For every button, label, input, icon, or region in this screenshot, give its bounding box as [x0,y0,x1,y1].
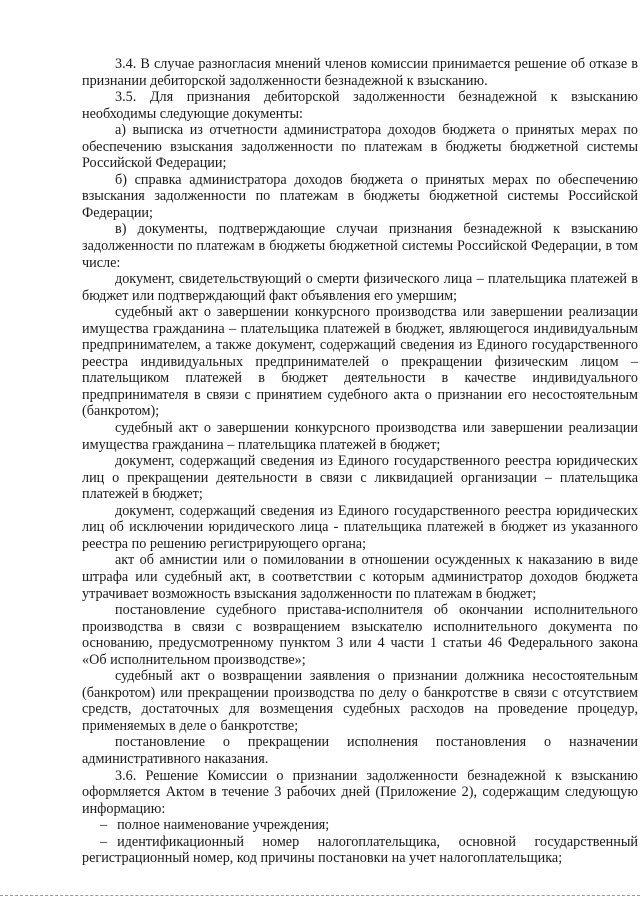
item-b: б) справка администратора доходов бюджета о принятых мерах по обеспечению взыскания задолженности по платежам в бюджеты бюджетной системы Российской Федерации; [82,171,638,221]
doc-bankruptcy-return: судебный акт о возвращении заявления о признании должника несостоятельным (банкротом) или прекращении производства по делу о банкротстве в связи с отсутствием средств, достаточных для возмещения судебных расходов на проведение процедур, применяемых в деле о банкротстве; [82,668,638,734]
list-item [82,817,638,834]
paragraph-3-4: 3.4. В случае разногласия мнений членов комиссии принимается решение об отказе в признании дебиторской задолженности безнадежной к взысканию. [82,56,638,89]
doc-bailiff-resolution: постановление судебного пристава-исполнителя об окончании исполнительного производства в связи с возвращением взыскателю исполнительного документа по основанию, предусмотренному пунктом 3 или 4 части 1 статьи 46 Федерального закона «Об исполнительном производстве»; [82,602,638,668]
doc-registry-exclusion: документ, содержащий сведения из Единого государственного реестра юридических лиц об исключении юридического лица - плательщика платежей в бюджет из указанного реестра по решению регистрирующего органа; [82,502,638,552]
document-page [82,56,638,867]
doc-termination-resolution: постановление о прекращении исполнения постановления о назначении административного наказания. [82,734,638,767]
doc-amnesty: акт об амнистии или о помиловании в отношении осужденных к наказанию в виде штрафа или судебный акт, в соответствии с которым администратор доходов бюджета утрачивает возможность взыскания задолженности по платежам в бюджет; [82,552,638,602]
dash-marker: – [100,817,108,834]
item-a: а) выписка из отчетности администратора доходов бюджета о принятых мерах по обеспечению взыскания задолженности по платежам в бюджеты бюджетной системы Российской Федерации; [82,122,638,172]
doc-death-certificate: документ, свидетельствующий о смерти физического лица – плательщика платежей в бюджет или подтверждающий факт объявления его умершим; [82,271,638,304]
list-item [82,834,638,867]
paragraph-3-5: 3.5. Для признания дебиторской задолженности безнадежной к взысканию необходимы следующие документы: [82,89,638,122]
doc-liquidation: документ, содержащий сведения из Единого государственного реестра юридических лиц о прекращении деятельности в связи с ликвидацией организации – плательщика платежей в бюджет; [82,453,638,503]
page-bottom-rule [0,895,640,896]
paragraph-3-6: 3.6. Решение Комиссии о признании задолженности безнадежной к взысканию оформляется Актом в течение 3 рабочих дней (Приложение 2), содержащим следующую информацию: [82,767,638,817]
item-v: в) документы, подтверждающие случаи признания безнадежной к взысканию задолженности по платежам в бюджеты бюджетной системы Российской Федерации, в том числе: [82,221,638,271]
list-item-text: полное наименование учреждения; [117,817,330,834]
doc-bankruptcy-citizen: судебный акт о завершении конкурсного производства или завершении реализации имущества гражданина – плательщика платежей в бюджет; [82,420,638,453]
doc-bankruptcy-entrepreneur: судебный акт о завершении конкурсного производства или завершении реализации имущества гражданина – плательщика платежей в бюджет, являющегося индивидуальным предпринимателем, а также документ, содержащий сведения из Единого государственного реестра индивидуальных предпринимателей о прекращении физическим лицом – плательщиком платежей в бюджет деятельности в качестве индивидуального предпринимателя в связи с принятием судебного акта о признании его несостоятельным (банкротом); [82,304,638,420]
dash-marker: – [100,833,108,850]
list-item-text: идентификационный номер налогоплательщика, основной государственный регистрационный номер, код причины постановки на учет налогоплательщика; [82,833,638,867]
